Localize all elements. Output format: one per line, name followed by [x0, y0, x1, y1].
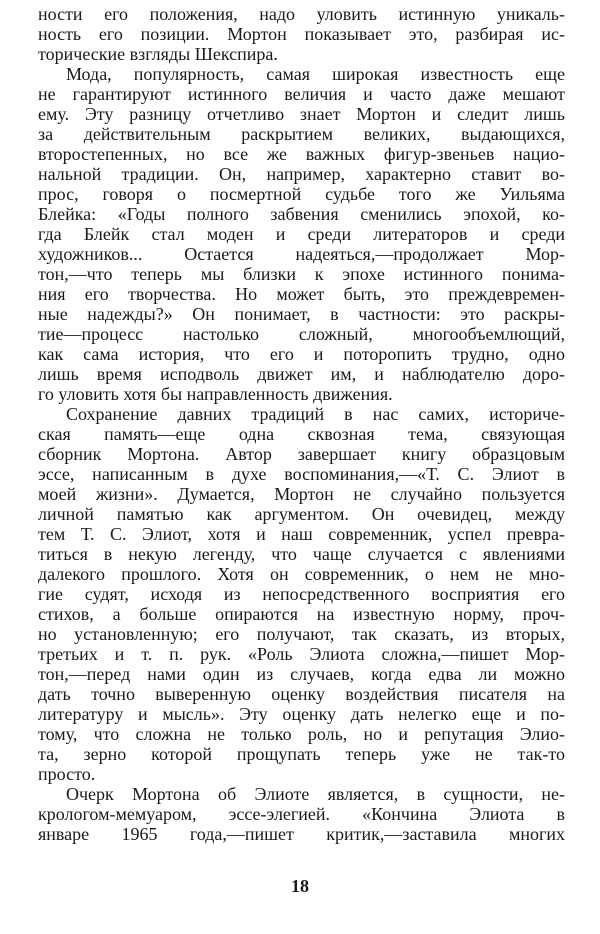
text-line: крологом-мемуаром, эссе-элегией. «Кончина Элиота в: [38, 804, 565, 824]
paragraph: [38, 4, 565, 64]
text-line: далекого прошлого. Хотя он современник, о нем не мно-: [38, 564, 565, 584]
text-line: за действительным раскрытием великих, выдающихся,: [38, 124, 565, 144]
page-number: 18: [291, 876, 309, 896]
text-line: титься в некую легенду, что чаще случается с явлениями: [38, 544, 565, 564]
text-line: Блейка: «Годы полного забвения сменились эпохой, ко-: [38, 204, 565, 224]
text-line: Мода, популярность, самая широкая известность еще: [66, 64, 565, 84]
text-line: ность его позиции. Мортон показывает это, разбирая ис-: [38, 24, 565, 44]
text-line: ные надежды?» Он понимает, в частности: это раскры-: [38, 304, 565, 324]
text-line: тому, что сложна не только роль, но и репутация Элио-: [38, 724, 565, 744]
text-line: нальной традиции. Он, например, характерно ставит во-: [38, 164, 565, 184]
text-line: просто.: [38, 764, 96, 784]
text-line: сборник Мортона. Автор завершает книгу образцовым: [38, 444, 565, 464]
text-line: го уловить хотя бы направленность движения.: [38, 384, 393, 404]
paragraph: [38, 64, 565, 404]
text-line: та, зерно которой прощупать теперь уже не так-то: [38, 744, 565, 764]
text-line: стихов, а больше опираются на известную норму, проч-: [38, 604, 565, 624]
text-line: третьих и т. п. рук. «Роль Элиота сложна,—пишет Мор-: [38, 644, 565, 664]
text-line: гда Блейк стал моден и среди литераторов и среди: [38, 224, 565, 244]
text-line: тон,—перед нами один из случаев, когда едва ли можно: [38, 664, 565, 684]
text-line: торические взгляды Шекспира.: [38, 44, 278, 64]
text-line: Очерк Мортона об Элиоте является, в сущности, не-: [66, 784, 565, 804]
text-line: моей жизни». Думается, Мортон не случайно пользуется: [38, 484, 565, 504]
text-line: личной памятью как аргументом. Он очевидец, между: [38, 504, 565, 524]
text-line: гие судят, исходя из непосредственного восприятия его: [38, 584, 565, 604]
body-text: [38, 4, 565, 844]
text-line: прос, говоря о посмертной судьбе того же Уильяма: [38, 184, 565, 204]
text-line: тон,—что теперь мы близки к эпохе истинного понима-: [38, 264, 565, 284]
text-line: Сохранение давних традиций в нас самих, историче-: [66, 404, 565, 424]
text-line: не гарантируют истинного величия и часто даже мешают: [38, 84, 565, 104]
text-line: тие—процесс настолько сложный, многообъемлющий,: [38, 324, 565, 344]
text-line: художников... Остается надеяться,—продолжает Мор-: [38, 244, 565, 264]
text-line: эссе, написанным в духе воспоминания,—«Т. С. Элиот в: [38, 464, 565, 484]
text-line: ему. Эту разницу отчетливо знает Мортон и следит лишь: [38, 104, 565, 124]
text-line: ская память—еще одна сквозная тема, связующая: [38, 424, 565, 444]
text-line: январе 1965 года,—пишет критик,—заставила многих: [38, 824, 565, 844]
text-line: дать точно выверенную оценку воздействия писателя на: [38, 684, 565, 704]
text-line: литературу и мысль». Эту оценку дать нелегко еще и по-: [38, 704, 565, 724]
text-line: ности его положения, надо уловить истинную уникаль-: [38, 4, 565, 24]
paragraph: [38, 784, 565, 844]
text-line: как сама история, что его и поторопить трудно, одно: [38, 344, 565, 364]
text-line: второстепенных, но все же важных фигур-звеньев нацио-: [38, 144, 565, 164]
text-line: но установленную; его получают, так сказать, из вторых,: [38, 624, 565, 644]
text-line: тем Т. С. Элиот, хотя и наш современник, успел превра-: [38, 524, 565, 544]
text-line: лишь время исподволь движет им, и наблюдателю доро-: [38, 364, 565, 384]
text-line: ния его творчества. Но может быть, это преждевремен-: [38, 284, 565, 304]
paragraph: [38, 404, 565, 784]
